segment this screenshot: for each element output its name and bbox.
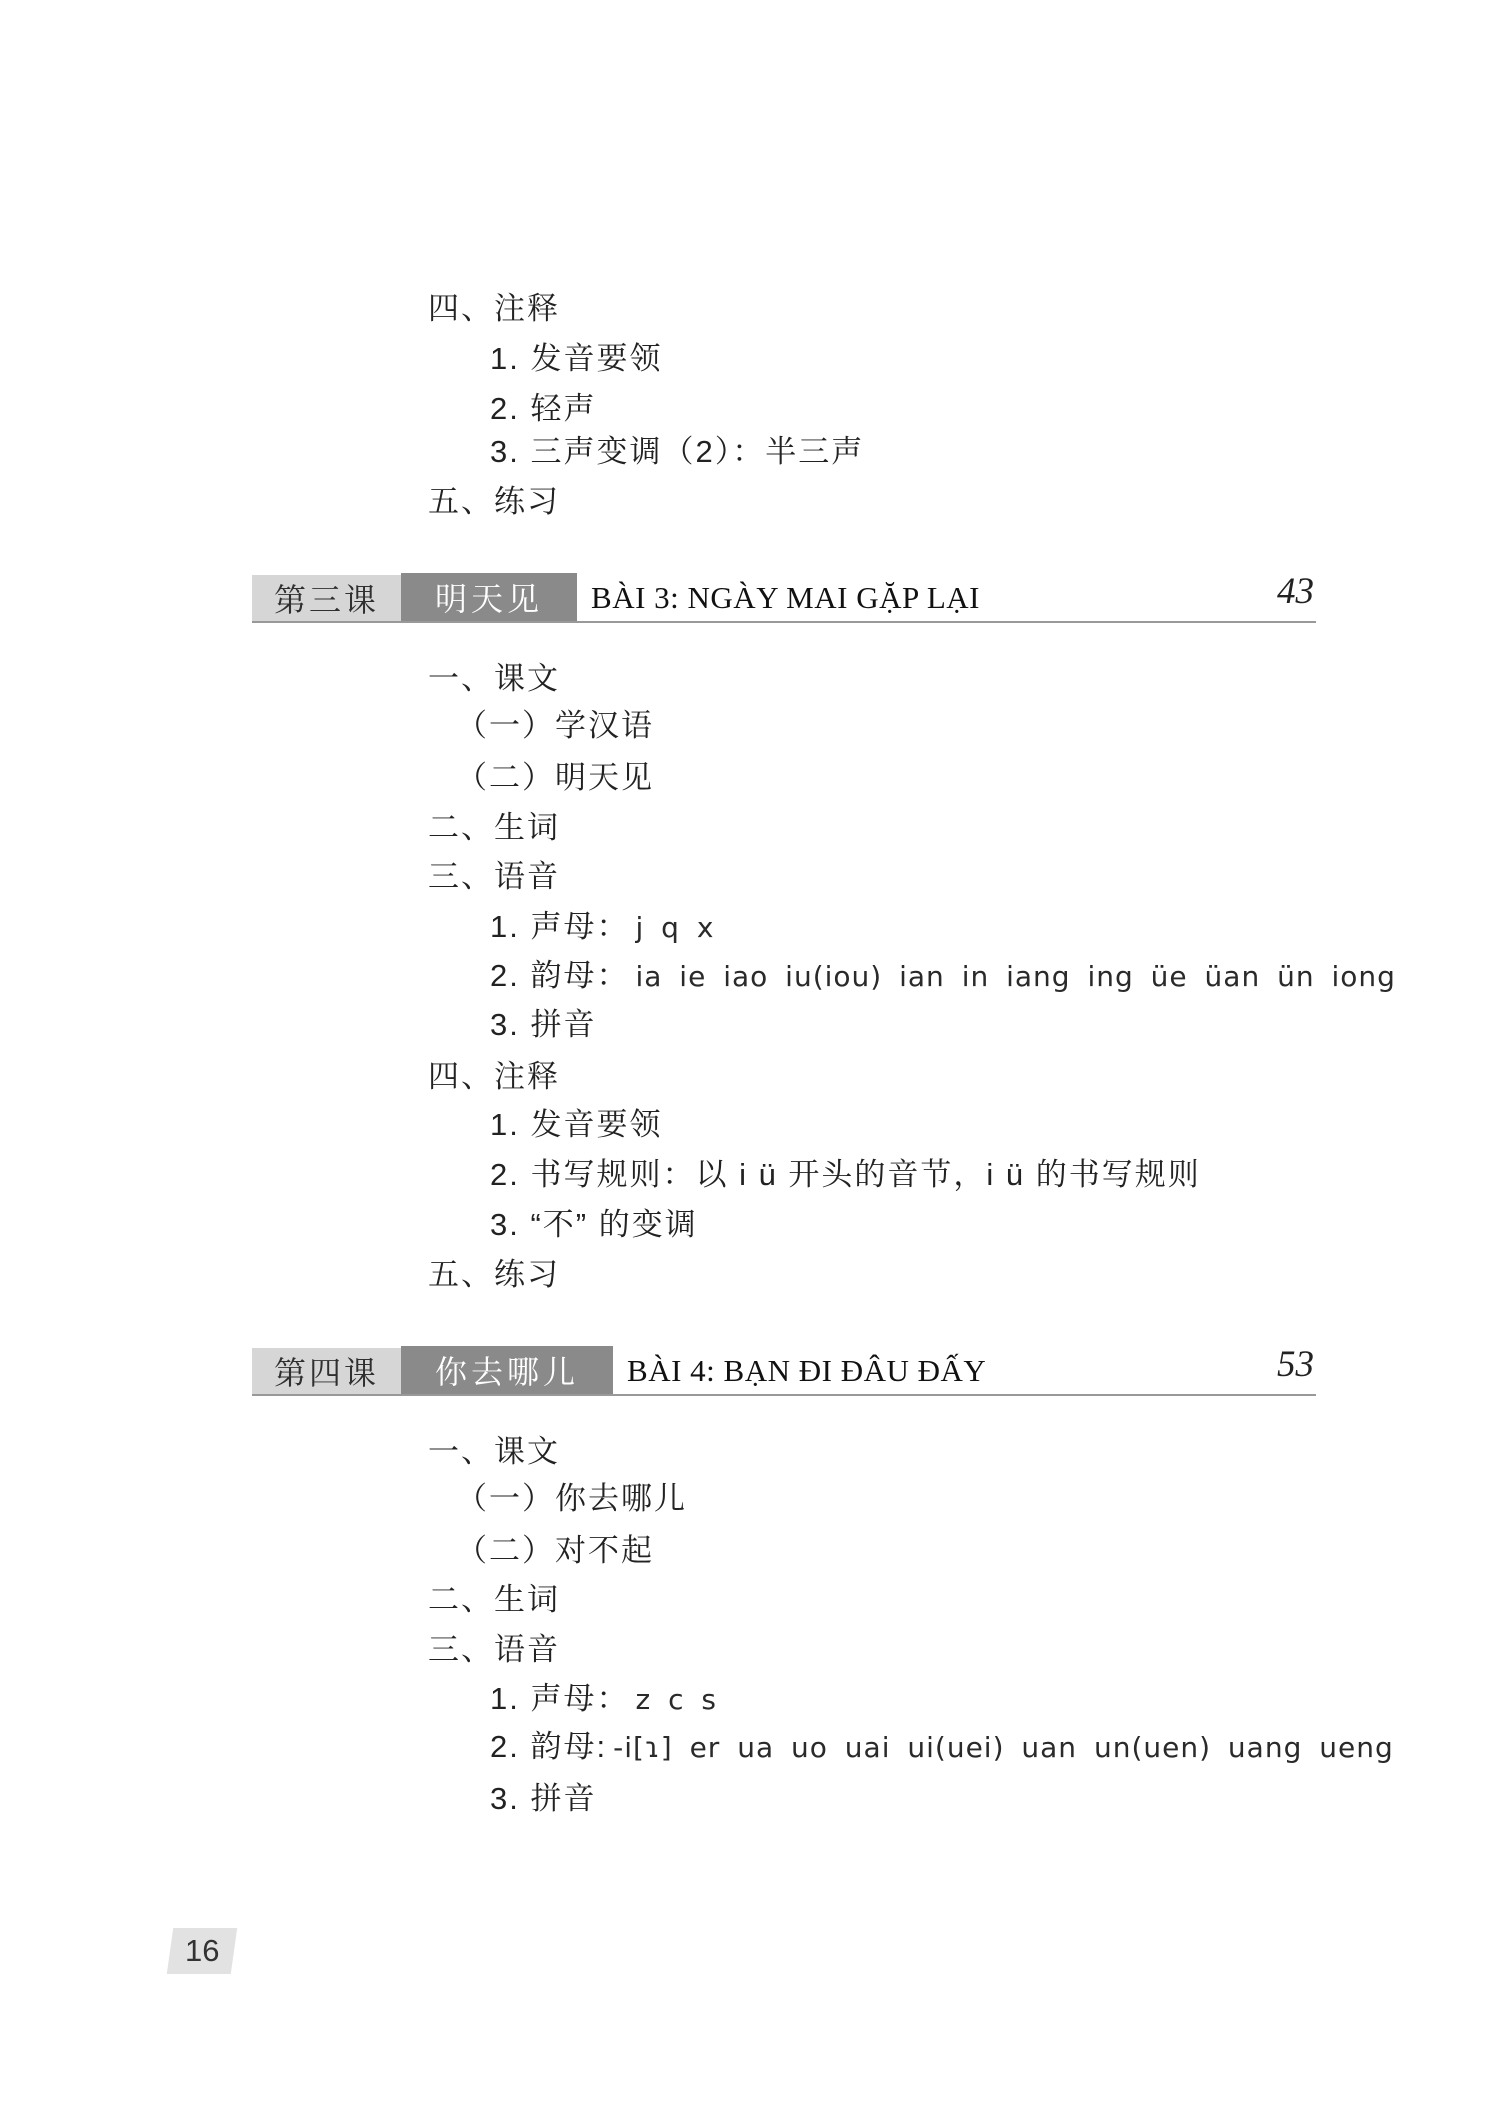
toc-entry-pinyin: j q x <box>635 911 715 944</box>
lesson-number-label: 第四课 <box>274 1355 380 1391</box>
toc-entry-text: 3. “不” 的变调 <box>490 1207 698 1242</box>
toc-entry-text: 2. 轻声 <box>490 391 597 426</box>
toc-entry-text: （二）对不起 <box>456 1533 654 1568</box>
toc-entry <box>456 1473 687 1518</box>
toc-entry-text: 三、语音 <box>428 859 560 894</box>
toc-entry <box>490 1673 717 1718</box>
toc-entry-text: 四、注释 <box>428 291 560 326</box>
toc-entry-text: 2. 韵母: <box>490 1729 608 1764</box>
toc-entry-text: （二）明天见 <box>456 760 654 795</box>
lesson-title-tab <box>401 573 577 621</box>
toc-entry-pinyin: -i[ɿ] er ua uo uai ui(uei) uan un(uen) uang ueng <box>613 1731 1394 1764</box>
toc-entry-text: 1. 声母： <box>490 1681 630 1716</box>
lesson-title-tab <box>401 1346 613 1394</box>
toc-entry-text: 1. 发音要领 <box>490 1107 663 1142</box>
toc-entry <box>490 901 714 946</box>
toc-entry-pinyin: z c s <box>635 1683 717 1716</box>
toc-entry <box>428 802 560 847</box>
lesson-number-label: 第三课 <box>274 582 380 618</box>
toc-entry <box>490 950 1396 995</box>
lesson-title-vietnamese: BÀI 4: BẠN ĐI ĐÂU ĐẤY <box>627 1353 987 1388</box>
toc-entry <box>428 851 560 896</box>
toc-entry-text: 一、课文 <box>428 1434 560 1469</box>
toc-entry-text: （一）学汉语 <box>456 708 654 743</box>
toc-entry <box>490 1721 1394 1766</box>
toc-entry <box>428 476 560 521</box>
toc-entry <box>490 1773 596 1818</box>
toc-entry <box>490 383 596 428</box>
toc-entry-text: 2. 韵母： <box>490 958 630 993</box>
toc-entry-text: 五、练习 <box>428 1257 560 1292</box>
toc-entry-text: 二、生词 <box>428 810 560 845</box>
lesson-page-number: 43 <box>1277 571 1314 612</box>
toc-entry <box>428 653 560 698</box>
toc-entry <box>428 1249 560 1294</box>
toc-entry <box>428 1624 560 1669</box>
toc-entry <box>490 426 864 471</box>
toc-entry-text: 2. 书写规则：以 i ü 开头的音节，i ü 的书写规则 <box>490 1157 1201 1192</box>
toc-entry-text: （一）你去哪儿 <box>456 1481 687 1516</box>
toc-entry <box>456 700 654 745</box>
toc-entry-text: 四、注释 <box>428 1059 560 1094</box>
toc-entry-text: 1. 发音要领 <box>490 341 663 376</box>
toc-entry-text: 五、练习 <box>428 484 560 519</box>
toc-entry-text: 二、生词 <box>428 1582 560 1617</box>
toc-entry <box>490 1199 698 1244</box>
toc-entry-text: 1. 声母： <box>490 909 630 944</box>
lesson-title-vietnamese: BÀI 3: NGÀY MAI GẶP LẠI <box>591 580 980 615</box>
toc-entry-pinyin: ia ie iao iu(iou) ian in iang ing üe üan ün iong <box>635 960 1396 993</box>
toc-entry <box>428 1051 560 1096</box>
toc-entry <box>428 1574 560 1619</box>
toc-entry-text: 3. 三声变调（2）：半三声 <box>490 434 865 469</box>
toc-entry <box>428 283 560 328</box>
toc-entry-text: 一、课文 <box>428 661 560 696</box>
toc-entry-text: 3. 拼音 <box>490 1781 597 1816</box>
lesson-title-zh: 明天见 <box>435 581 544 617</box>
toc-entry <box>490 1099 662 1144</box>
toc-entry <box>456 752 654 797</box>
lesson-page-number: 53 <box>1277 1344 1314 1385</box>
toc-entry <box>490 999 596 1044</box>
page-number-label: 16 <box>184 1933 220 1968</box>
toc-entry-text: 3. 拼音 <box>490 1007 597 1042</box>
lesson-number-tab <box>252 575 401 621</box>
lesson-title-zh: 你去哪儿 <box>435 1354 580 1390</box>
toc-entry <box>428 1426 560 1471</box>
lesson-number-tab <box>252 1348 401 1394</box>
page-number-box <box>167 1928 237 1974</box>
lesson-3-header <box>252 571 1316 623</box>
lesson-4-header <box>252 1344 1316 1396</box>
toc-entry <box>456 1525 654 1570</box>
toc-entry <box>490 333 662 378</box>
toc-entry <box>490 1149 1201 1194</box>
toc-entry-text: 三、语音 <box>428 1632 560 1667</box>
